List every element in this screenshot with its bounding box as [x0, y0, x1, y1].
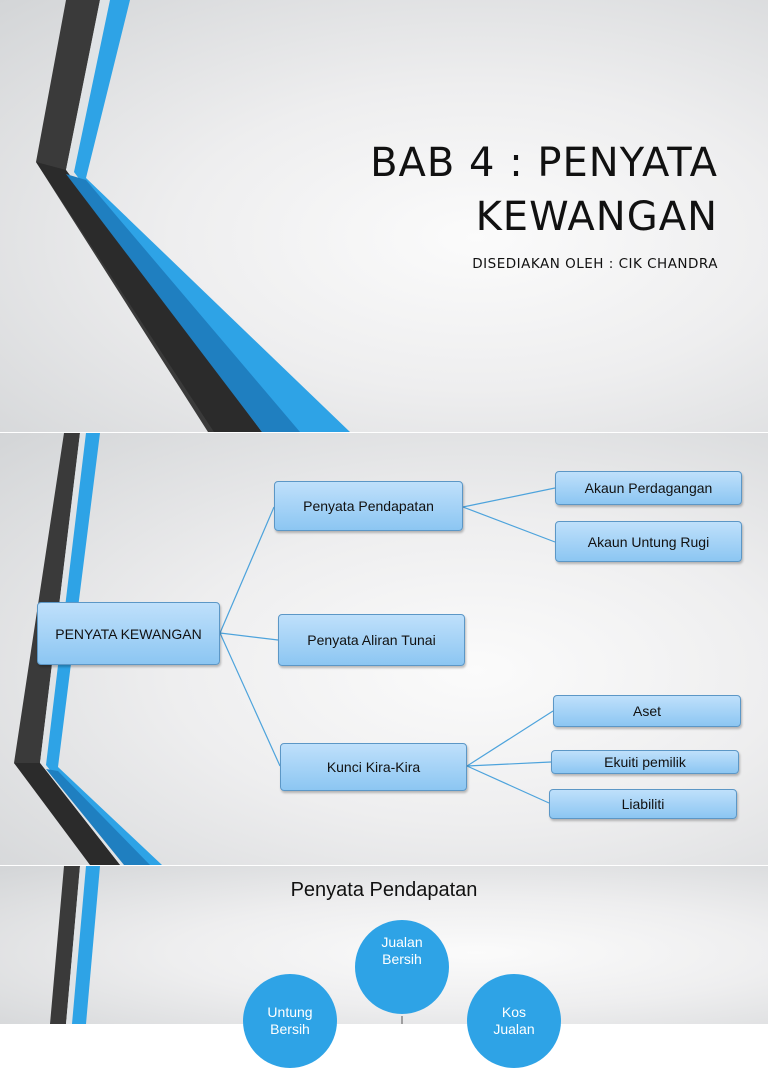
circle-untung-bersih: [243, 974, 337, 1068]
circle-jualan-bersih: [355, 920, 449, 1014]
slide-title: Penyata Pendapatan: [290, 879, 478, 901]
circle-kos-jualan-line1: Kos: [501, 1004, 527, 1020]
node-penyata-pendapatan: Penyata Pendapatan: [274, 481, 463, 531]
node-penyata-kewangan: PENYATA KEWANGAN: [37, 602, 220, 665]
node-akaun-perdagangan: Akaun Perdagangan: [555, 471, 742, 505]
node-liabiliti: Liabiliti: [549, 789, 737, 819]
circle-untung-bersih-line2: Bersih: [270, 1021, 310, 1037]
circle-untung-bersih-line1: Untung: [267, 1004, 313, 1020]
circle-jualan-bersih-line1: Jualan: [381, 934, 423, 950]
node-kunci-kira-kira: Kunci Kira-Kira: [280, 743, 467, 791]
slide-title-line2: KEWANGAN: [475, 194, 718, 240]
slide-title: [198, 136, 718, 244]
circle-kos-jualan: [467, 974, 561, 1068]
node-ekuiti-pemilik: Ekuiti pemilik: [551, 750, 739, 774]
income-statement-slide: [0, 866, 768, 1037]
node-penyata-aliran-tunai: Penyata Aliran Tunai: [278, 614, 465, 666]
circle-kos-jualan-line2: Jualan: [493, 1021, 535, 1037]
circle-jualan-bersih-line2: Bersih: [382, 951, 422, 967]
slide-subtitle: DISEDIAKAN OLEH : CIK CHANDRA: [472, 256, 718, 272]
slide-title-line1: BAB 4 : PENYATA: [370, 140, 718, 186]
title-slide: [0, 0, 768, 432]
node-aset: Aset: [553, 695, 741, 727]
mindmap-slide: [0, 433, 768, 865]
node-akaun-untung-rugi: Akaun Untung Rugi: [555, 521, 742, 562]
